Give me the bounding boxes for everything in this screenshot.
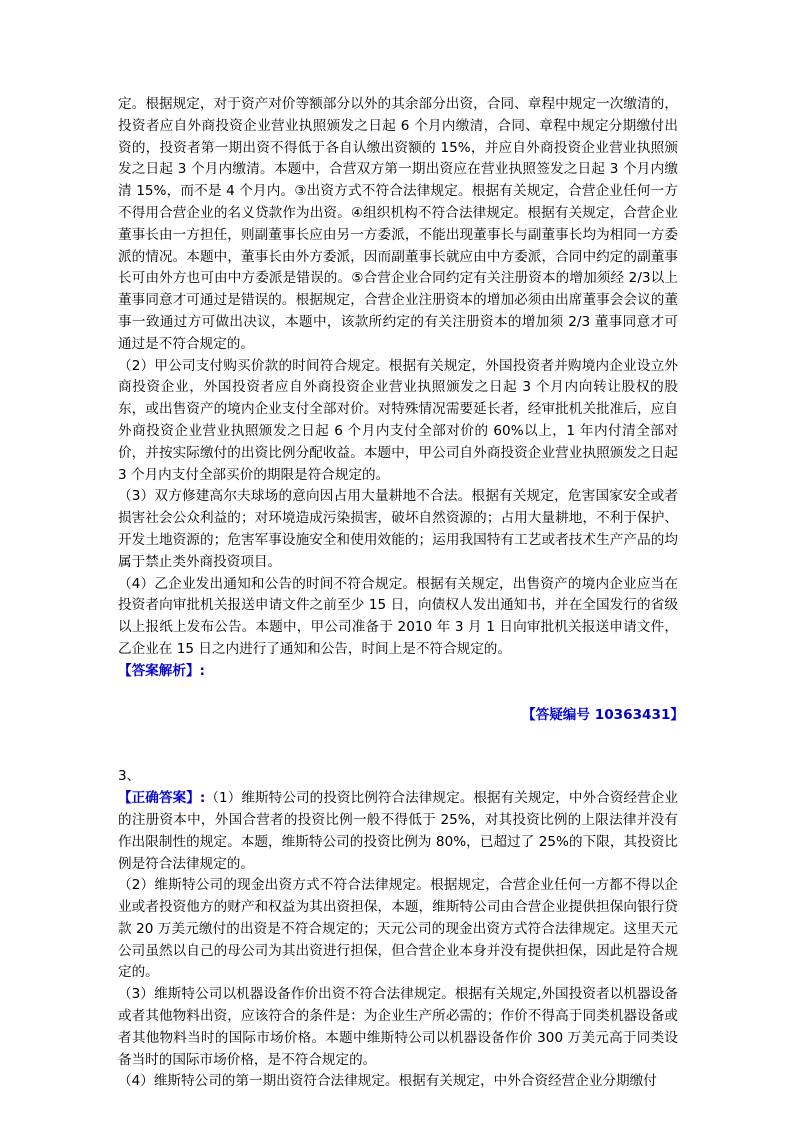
paragraph: （2）甲公司支付购买价款的时间符合规定。根据有关规定，外国投资者并购境内企业设立外商投资企业，外国投资者应自外商投资企业营业执照颁发之日起 3 个月内向转让股权的股东，或出售资产的境内企业支付全部对价。对特殊情况需要延长者，经审批机关批准后，应自外商投资企业营业执照颁发之日起 6 个月内支付全部对价的 60%以上，1 年内付清全部对价，并按实际缴付的出资比例分配收益。本题中，甲公司自外商投资企业营业执照颁发之日起 3 个月内支付全部买价的期限是符合规定的。 xyxy=(118,357,678,483)
paragraph: （3）双方修建高尔夫球场的意向因占用大量耕地不合法。根据有关规定，危害国家安全或者损害社会公众利益的；对环境造成污染损害，破坏自然资源的；占用大量耕地，不利于保护、开发土地资源的；危害军事设施安全和使用效能的；运用我国特有工艺或者技术生产产品的均属于禁止类外商投资项目。 xyxy=(118,488,678,570)
paragraph: 定。根据规定，对于资产对价等额部分以外的其余部分出资，合同、章程中规定一次缴清的，投资者应自外商投资企业营业执照颁发之日起 6 个月内缴清，合同、章程中规定分期缴付出资的，投资者第一期出资不得低于各自认缴出资额的 15%，并应自外商投资企业营业执照颁发之日起 3 个月内缴清。本题中，合营双方第一期出资应在营业执照签发之日起 3 个月内缴清 15%，而不是 4 个月内。③出资方式不符合法律规定。根据有关规定，合营企业任何一方不得用合营企业的名义贷款作为出资。④组织机构不符合法律规定。根据有关规定，合营企业董事长由一方担任，则副董事长应由另一方委派，不能出现董事长与副董事长均为相同一方委派的情况。本题中，董事长由外方委派，因而副董事长就应由中方委派，合同中约定的副董事长可由外方也可由中方委派是错误的。⑤合营企业合同约定有关注册资本的增加须经 2/3以上董事同意才可通过是错误的。根据规定，合营企业注册资本的增加必须由出席董事会会议的董事一致通过方可做出决议，本题中，该款所约定的有关注册资本的增加须 2/3 董事同意才可通过是不符合规定的。 xyxy=(118,96,678,352)
answer-analysis-label: 【答案解析】: xyxy=(118,662,205,679)
question-reference-id: 【答疑编号 10363431】 xyxy=(522,706,684,723)
previous-answer-block xyxy=(118,94,678,683)
question-3-block xyxy=(118,766,678,1093)
correct-answer-label: 【正确答案】: xyxy=(118,790,206,807)
page-content xyxy=(118,94,684,1093)
paragraph: （2）维斯特公司的现金出资方式不符合法律规定。根据规定，合营企业任何一方都不得以企业或者投资他方的财产和权益为其出资担保，本题，维斯特公司由合营企业提供担保向银行贷款 20 万美元缴付的出资是不符合规定的；天元公司的现金出资方式符合法律规定。这里天元公司虽然以自己的母公司为其出资进行担保，但合营企业本身并没有提供担保，因此是符合规定的。 xyxy=(118,877,678,981)
paragraph: （4）维斯特公司的第一期出资符合法律规定。根据有关规定，中外合资经营企业分期缴付 xyxy=(118,1073,657,1090)
question-number: 3、 xyxy=(118,768,141,785)
reference-line xyxy=(118,705,684,727)
paragraph xyxy=(118,788,678,875)
paragraph: （3）维斯特公司以机器设备作价出资不符合法律规定。根据有关规定,外国投资者以机器设备或者其他物料出资，应该符合的条件是：为企业生产所必需的；作价不得高于同类机器设备或者其他物料当时的国际市场价格。本题中维斯特公司以机器设备作价 300 万美元高于同类设备当时的国际市场价格，是不符合规定的。 xyxy=(118,986,678,1068)
paragraph-text: （1）维斯特公司的投资比例符合法律规定。根据有关规定，中外合资经营企业的注册资本中，外国合营者的投资比例一般不得低于 25%，对其投资比例的上限法律并没有作出限制性的规定。本题，维斯特公司的投资比例为 80%，已超过了 25%的下限，其投资比例是符合法律规定的。 xyxy=(118,790,679,872)
paragraph: （4）乙企业发出通知和公告的时间不符合规定。根据有关规定，出售资产的境内企业应当在投资者向审批机关报送申请文件之前至少 15 日，向债权人发出通知书，并在全国发行的省级以上报纸上发布公告。本题中，甲公司准备于 2010 年 3 月 1 日向审批机关报送申请文件，乙企业在 15 日之内进行了通知和公告，时间上是不符合规定的。 xyxy=(118,575,678,657)
